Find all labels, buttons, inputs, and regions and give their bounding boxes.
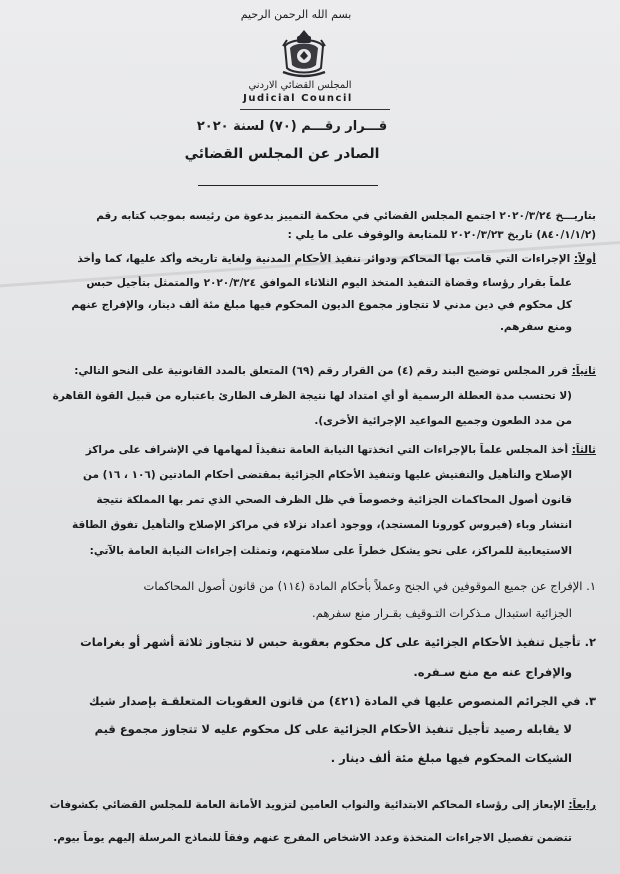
title-divider [198,185,378,186]
third-line-2: الإصلاح والتأهيل والتفتيش عليها وتنفيذ الأحكام الجزائية بمقتضى أحكام المادتين (١٠٦ ، ١٦) من [83,469,572,481]
fourth-line-1: رابعاً: الإيعاز إلى رؤساء المحاكم الابتدائية والنواب العامين لتزويد الأمانة العامة للمجلس القضائي بكشوفات [49,799,596,811]
issuing-body: الصادر عن المجلس القضائي [184,146,380,162]
second-line-2: (لا تحتسب مدة العطلة الرسمية أو أي امتداد لها نتيجة الظرف الطارئ باعتباره من قبيل القوة القاهرة [52,390,572,402]
jordan-coat-of-arms-icon [281,28,327,78]
third-line-3: قانون أصول المحاكمات الجزائية وخصوصاً في ظل الظرف الصحي الذي تمر بها المملكة نتيجة [96,494,572,506]
second-line-3: من مدد الطعون وجميع المواعيد الإجرائية الأخرى). [314,415,572,427]
fourth-label: رابعاً: [568,799,596,811]
decision-number: قـــرار رقـــم (٧٠) لسنة ٢٠٢٠ [196,119,388,134]
intro-line-1: بتاريـــخ ٢٠٢٠/٣/٢٤ اجتمع المجلس القضائي في محكمة التمييز بدعوة من رئيسه بموجب كتابه رقم [96,210,596,222]
third-label: ثالثاً: [571,444,596,456]
list-item-1-line-2: الجزائية استبدال مـذكرات التـوقيف بقـرار منع سفرهم. [312,606,572,620]
second-line-1: ثانياً: قرر المجلس توضيح البند رقم (٤) من القرار رقم (٦٩) المتعلق بالمدد القانونية على النحو التالي: [74,365,596,377]
fourth-line-2: تتضمن تفصيل الاجراءات المتخذة وعدد الاشخاص المفرج عنهم وفقاً للنماذج المرسلة إليهم يوماً بيوم. [53,832,572,844]
council-name-english: Judicial Council [243,93,353,104]
list-item-2-line-1: ٢. تأجيل تنفيذ الأحكام الجزائية على كل محكوم بعقوبة حبس لا تتجاوز ثلاثة أشهر أو بغرامات [80,635,596,649]
first-line-4: ومنع سفرهم. [499,321,572,333]
list-item-3-line-2: لا يقابله رصيد تأجيل تنفيذ الأحكام الجزائية على كل محكوم عليه لا تتجاوز مجموع قيم [94,722,572,736]
third-line-1: ثالثاً: أخذ المجلس علماً بالإجراءات التي اتخذتها النيابة العامة تنفيذاً لمهامها في الإشراف على مراكز [85,444,596,456]
letterhead-divider [240,109,390,110]
intro-line-2: (٨٤٠/١/١/٢) تاريخ ٢٠٢٠/٣/٢٣ للمتابعة والوقوف على ما يلي : [287,229,596,241]
third-line-4: انتشار وباء (فيروس كورونا المستجد)، ووجود أعداد نزلاء في مراكز الإصلاح والتأهيل تفوق الطاقة [71,519,572,531]
first-label: أولاً: [573,253,596,265]
list-item-3-number: ٣. [584,694,596,708]
list-item-2-line-2: والإفراج عنه مع منع سـفره. [413,665,572,679]
list-item-3-line-1: ٣. في الجرائم المنصوص عليها في المادة (٤٢١) من قانون العقوبات المتعلقـة بإصدار شيك [89,694,596,708]
list-item-1-line-1: ١. الإفراج عن جميع الموقوفين في الجنح وعملاً بأحكام المادة (١١٤) من قانون أصول المحاكمات [143,579,596,593]
first-line-2: علماً بقرار رؤساء وقضاة التنفيذ المتخذ اليوم الثلاثاء الموافق ٢٠٢٠/٣/٢٤ والمتمثل بتأجيل حبس [86,277,572,289]
list-item-2-number: ٢. [584,635,596,649]
first-line-1: أولاً: الإجراءات التي قامت بها المحاكم ودوائر تنفيذ الأحكام المدنية ولغاية تاريخه وأكد عليها، كما وأخذ [77,253,596,265]
list-item-3-line-3: الشيكات المحكوم فيها مبلغ مئة ألف دينار . [330,751,572,765]
list-item-1-number: ١. [586,579,596,593]
council-name-arabic: المجلس القضائي الاردني [248,80,352,91]
first-line-3: كل محكوم في دين مدني لا تتجاوز مجموع الديون المحكوم فيها مبلغ مئة ألف دينار، والإفراج عنهم [71,299,572,311]
basmala: بسم الله الرحمن الرحيم [240,8,352,21]
third-line-5: الاستيعابية للمراكز، على نحو يشكل خطراً على سلامتهم، وتمثلت إجراءات النيابة العامة بالآتي: [89,545,572,557]
second-label: ثانياً: [571,365,596,377]
